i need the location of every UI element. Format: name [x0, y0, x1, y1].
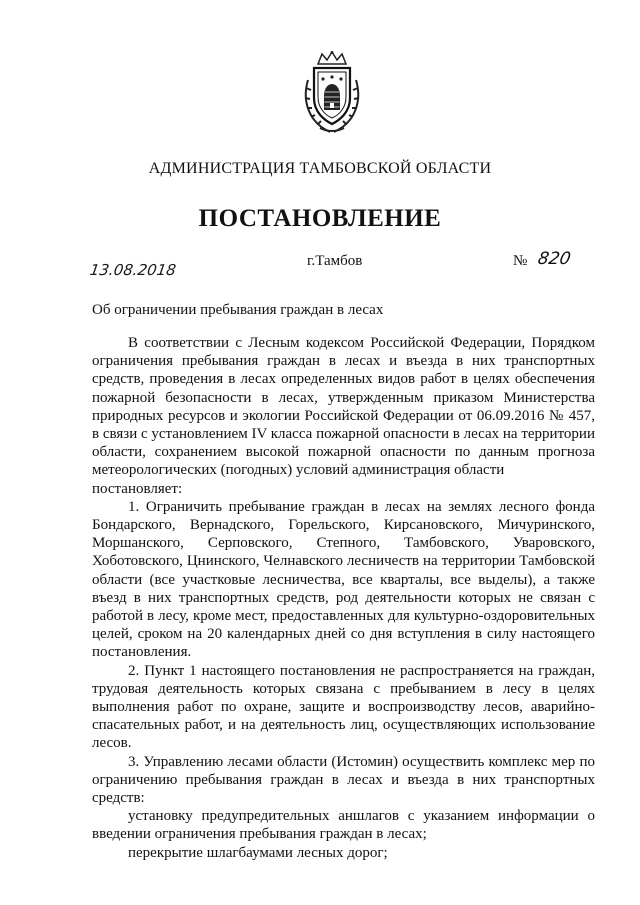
clause-3-paragraph: 3. Управлению лесами области (Истомин) осуществить комплекс мер по ограничению пребывания граждан в лесах и въезда в них транспортных средств:	[92, 753, 595, 807]
preamble-paragraph: В соответствии с Лесным кодексом Российской Федерации, Порядком ограничения пребывания граждан в лесах и въезда в них транспортных средств, проведения в лесах определенных видов работ в целях обеспечения пожарной безопасности в лесах, утвержденным приказом Министерства природных ресурсов и экологии Российской Федерации от 06.09.2016 № 457, в связи с установлением IV класса пожарной опасности в лесах на территории области, сохранением высокой пожарной опасности по данным прогноза метеорологических (погодных) условий администрация области	[92, 335, 595, 479]
clause-1-paragraph: 1. Ограничить пребывание граждан в лесах на землях лесного фонда Бондарского, Вернадского, Горельского, Кирсановского, Мичуринского, Моршанского, Серповского, Степного, Тамбовского, Уваровского, Хоботовского, Цнинского, Челнавского лесничеств на территории Тамбовской области (все участковые лесничества, все кварталы, все выделы), а также въезд в них транспортных средств, род деятельности которых не связан с работой в лесу, кроме мест, предоставленных для культурно-оздоровительных целей, сроком на 20 календарных дней со дня вступления в силу настоящего постановления.	[92, 498, 595, 661]
document-subject: Об ограничении пребывания граждан в лесах	[92, 302, 384, 318]
city-label: г.Тамбов	[307, 253, 363, 269]
clause-2-paragraph: 2. Пункт 1 настоящего постановления не распространяется на граждан, трудовая деятельность которых связана с пребыванием в лесу в целях выполнения работ по охране, защите и воспроизводству лесов, аварийно-спасательных работ, и на деятельность лиц, осуществляющих использование лесов.	[92, 662, 595, 752]
handwritten-date: 13.08.2018	[88, 261, 178, 279]
resolves-word: постановляет:	[92, 480, 183, 497]
number-sign: №	[513, 253, 528, 269]
document-body	[92, 334, 595, 862]
measure-item: перекрытие шлагбаумами лесных дорог;	[128, 844, 388, 861]
coat-of-arms-icon	[296, 50, 368, 136]
handwritten-number: 820	[536, 249, 573, 269]
document-type-title: ПОСТАНОВЛЕНИЕ	[198, 205, 442, 232]
measure-item: установку предупредительных аншлагов с указанием информации о введении ограничения пребывания граждан в лесах;	[92, 808, 595, 843]
organization-name: АДМИНИСТРАЦИЯ ТАМБОВСКОЙ ОБЛАСТИ	[148, 160, 492, 177]
